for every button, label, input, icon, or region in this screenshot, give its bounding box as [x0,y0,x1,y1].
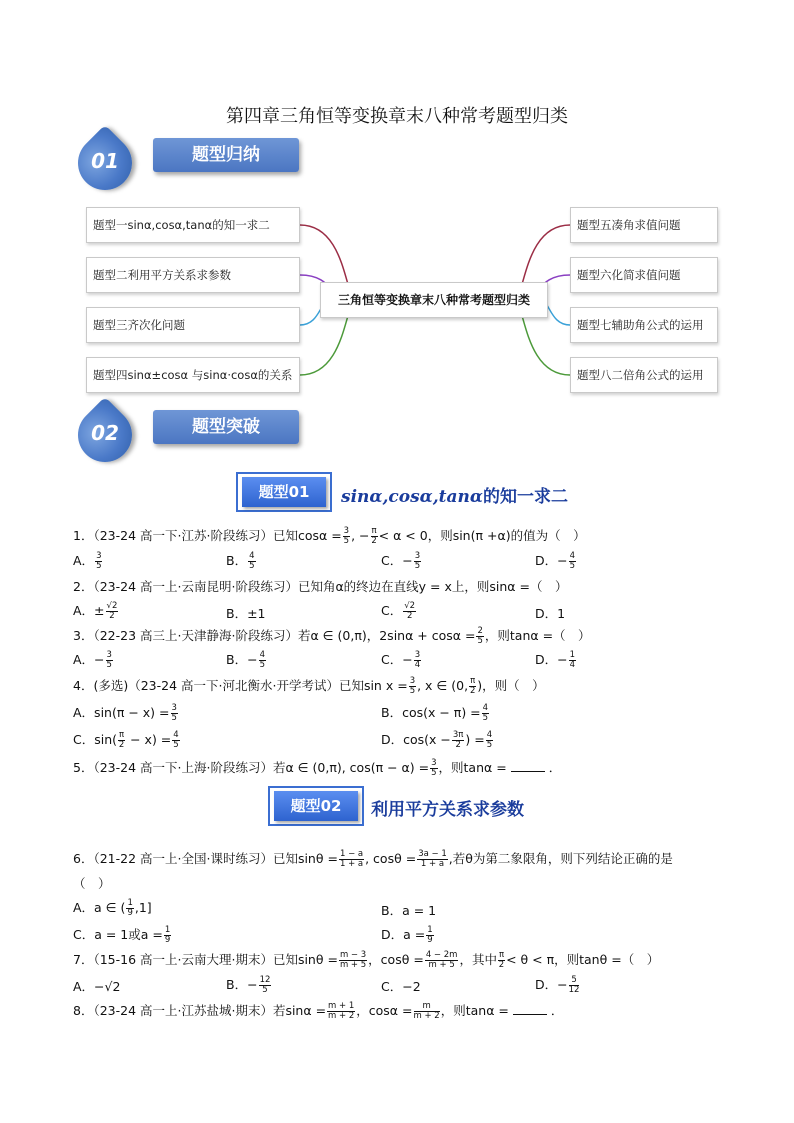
mindmap-center: 三角恒等变换章末八种常考题型归类 [320,282,548,318]
q2-option-c[interactable]: C． $\frac{√2}{2}$ [381,601,416,621]
q3-option-c[interactable]: C．− $\frac{3}{4}$ [381,650,421,670]
question-3: 3．（22-23 高三上·天津静海·阶段练习）若α ∈ (0,π)，2sinα + cosα = $\frac{2}{5}$ ，则tanα =（ ） [73,626,591,646]
question-6: 6．（21-22 高一上·全国·课时练习）已知sinθ = $\frac{1 - a}{1 + a}$ , cosθ = $\frac{3a - 1}{1 + a}$ ,若θ为第二象限角，则下列结论正确的是 [73,849,673,869]
answer-blank[interactable] [511,771,545,772]
q4-option-c[interactable]: C．sin( $\frac{\pi}{2}$ − x) = $\frac{4}{5}$ [73,730,179,750]
q4-option-a[interactable]: A．sin(π − x) = $\frac{3}{5}$ [73,703,177,723]
q7-option-c[interactable]: C．−2 [381,979,421,994]
answer-blank[interactable] [513,1014,547,1015]
question-8: 8．（23-24 高一上·江苏盐城·期末）若sinα = $\frac{m + 1}{m + 2}$ ，cosα = $\frac{m}{m + 2}$ ，则tanα = ． [73,1001,564,1021]
q4-option-d[interactable]: D．cos(x − $\frac{3\pi}{2}$ ) = $\frac{4}{5}$ [381,730,493,750]
mindmap-right-item: 题型六化简求值问题 [570,257,718,293]
q6-option-d[interactable]: D．a = $\frac{1}{9}$ [381,925,433,945]
q7-option-a[interactable]: A．−√2 [73,979,121,994]
q1-option-d[interactable]: D．− $\frac{4}{5}$ [535,551,576,571]
q3-option-b[interactable]: B．− $\frac{4}{5}$ [226,650,265,670]
question-1: 1．（23-24 高一下·江苏·阶段练习）已知cosα = $\frac{3}{5}$ , − $\frac{\pi}{2}$ < α < 0，则sin(π +α)的值为（ ） [73,526,586,546]
q6-option-b[interactable]: B．a = 1 [381,903,437,918]
section-label: 题型归纳 [153,138,299,172]
question-4: 4．(多选)（23-24 高一下·河北衡水·开学考试）已知sin x = $\frac{3}{5}$ , x ∈ (0, $\frac{\pi}{2}$ )，则（ ） [73,676,545,696]
q2-option-d[interactable]: D．1 [535,606,566,621]
type-badge-02: 题型02 [268,786,364,826]
q3-option-a[interactable]: A．− $\frac{3}{5}$ [73,650,112,670]
question-7: 7．（15-16 高一上·云南大理·期末）已知sinθ = $\frac{m - 3}{m + 5}$ ，cosθ = $\frac{4 - 2m}{m + 5}$ ，其中 $\frac{\pi}{2}$ < θ < π，则tanθ =（ ） [73,950,660,970]
question-2: 2．（23-24 高一上·云南昆明·阶段练习）已知角α的终边在直线y = x上，则sinα =（ ） [73,579,568,594]
mindmap-right-item: 题型七辅助角公式的运用 [570,307,718,343]
question-5: 5．（23-24 高一下·上海·阶段练习）若α ∈ (0,π), cos(π − α) = $\frac{3}{5}$ ，则tanα = ． [73,758,562,778]
q4-option-b[interactable]: B．cos(x − π) = $\frac{4}{5}$ [381,703,489,723]
section-number: 01 [91,149,119,173]
question-6-line2: （ ） [73,876,111,891]
q7-option-b[interactable]: B．− $\frac{12}{5}$ [226,975,271,995]
q1-option-a[interactable]: A． $\frac{3}{5}$ [73,551,102,571]
type-badge-01: 题型01 [236,472,332,512]
mindmap-left-item: 题型一sinα,cosα,tanα的知一求二 [86,207,300,243]
q1-option-b[interactable]: B． $\frac{4}{5}$ [226,551,255,571]
q6-option-a[interactable]: A．a ∈ ( $\frac{1}{9}$ ,1] [73,898,152,918]
mindmap-right-item: 题型八二倍角公式的运用 [570,357,718,393]
mindmap-left-item: 题型三齐次化问题 [86,307,300,343]
document-title: 第四章三角恒等变换章末八种常考题型归类 [226,106,568,127]
q1-option-c[interactable]: C．− $\frac{3}{5}$ [381,551,421,571]
mindmap-left-item: 题型四sinα±cosα 与sinα·cosα的关系 [86,357,300,393]
q3-option-d[interactable]: D．− $\frac{1}{4}$ [535,650,576,670]
section-number: 02 [91,421,119,445]
q7-option-d[interactable]: D．− $\frac{5}{12}$ [535,975,580,995]
type-title-01: sinα,cosα,tanα的知一求二 [341,487,568,507]
mindmap-left-item: 题型二利用平方关系求参数 [86,257,300,293]
q6-option-c[interactable]: C．a = 1或a = $\frac{1}{9}$ [73,925,171,945]
q2-option-b[interactable]: B．±1 [226,606,266,621]
q2-option-a[interactable]: A．± $\frac{√2}{2}$ [73,601,118,621]
section-label: 题型突破 [153,410,299,444]
mindmap-right-item: 题型五凑角求值问题 [570,207,718,243]
type-title-02: 利用平方关系求参数 [371,800,524,820]
